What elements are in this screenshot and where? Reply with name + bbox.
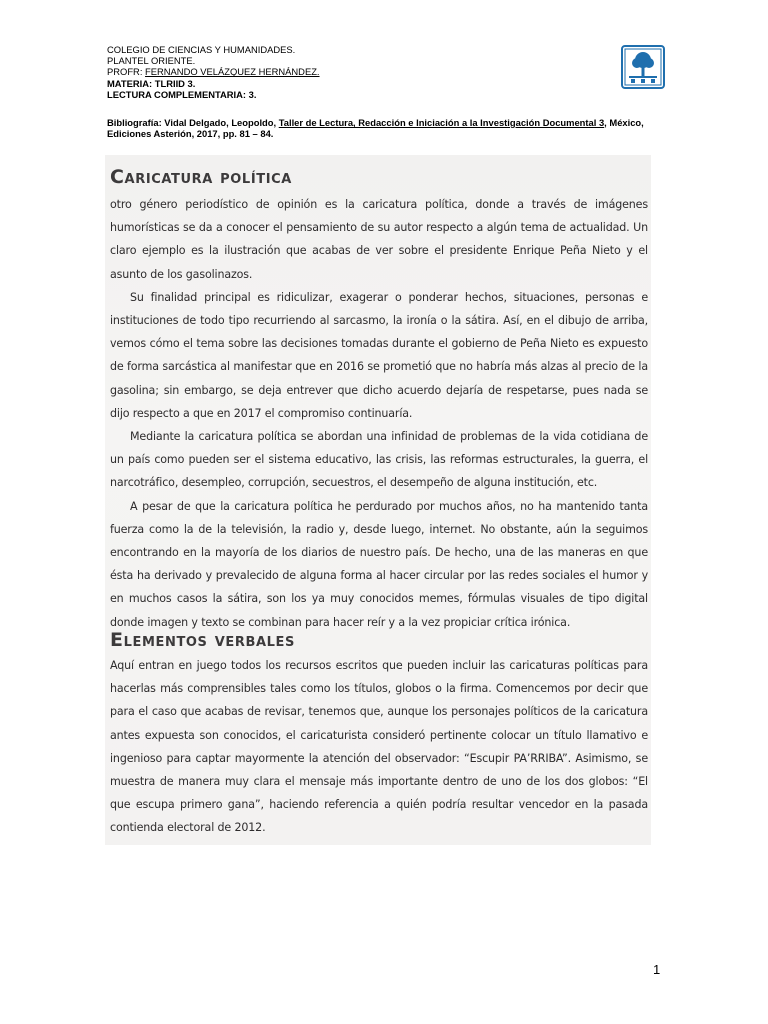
teacher-label: PROFR: [107,66,146,78]
page-number: 1 [653,962,661,977]
teacher-line [107,66,647,77]
paragraph: Aquí entran en juego todos los recursos escritos que pueden incluir las caricaturas políticas para hacerlas más comprensibles tales como los títulos, globos o la firma. Comencemos por decir que para el caso que acabas de revisar, tenemos que, aunque los personajes políticos de la caricatura antes expuesta son conocidos, el caricaturista consideró pertinente colocar un título llamativo e ingenioso para captar mayormente la atención del observador: “Escupir PA’RRIBA”. Asimismo, se muestra de manera muy clara el mensaje más importante dentro de uno de los dos globos: “El que escupa primero gana”, haciendo referencia a quién podría resultar vencedor en la pasada contienda electoral de 2012. [110,659,648,835]
teacher-name: FERNANDO VELÁZQUEZ HERNÁNDEZ. [145,66,320,78]
section-heading-caricatura: Caricatura política [110,166,292,188]
subject-line: MATERIA: TLRIID 3. [107,77,196,89]
bibliography-prefix: Bibliografía: Vidal Delgado, Leopoldo, [107,117,279,128]
tree-emblem-icon [621,45,665,89]
paragraph: Mediante la caricatura política se abordan una infinidad de problemas de la vida cotidiana de un país como pueden ser el sistema educativo, las crisis, las reformas estructurales, la guerra, el narcotráfico, desempleo, corrupción, secuestros, el desempeño de alguna institución, etc. [110,430,648,490]
section-heading-elementos: Elementos verbales [110,629,295,651]
bibliography [107,117,652,139]
paragraph: A pesar de que la caricatura política he perdurado por muchos años, no ha mantenido tanta fuerza como la de la televisión, la radio y, desde luego, internet. No obstante, aún la seguimos encontrando en la mayoría de los diarios de nuestro país. De hecho, una de las maneras en que ésta ha derivado y prevalecido de alguna forma al hacer circular por las redes sociales el humor y en muchos casos la sátira, son los ya muy conocidos memes, fórmulas visuales de tipo digital donde imagen y texto se combinan para hacer reír y a la vez propiciar crítica irónica. [110,499,648,629]
section-body-caricatura [110,193,648,634]
campus-name: PLANTEL ORIENTE. [107,55,196,67]
bibliography-suffix: , México, Ediciones Asterión, 2017, pp. 81 – 84. [107,117,644,140]
reading-line: LECTURA COMPLEMENTARIA: 3. [107,88,257,100]
paragraph: otro género periodístico de opinión es la caricatura política, donde a través de imágenes humorísticas se da a conocer el pensamiento de su autor respecto a algún tema de actualidad. Un claro ejemplo es la ilustración que acabas de ver sobre el presidente Enrique Peña Nieto y el asunto de los gasolinazos. [110,198,648,281]
section-body-elementos [110,654,648,840]
paragraph: Su finalidad principal es ridiculizar, exagerar o ponderar hechos, situaciones, personas e instituciones de todo tipo recurriendo al sarcasmo, la ironía o la sátira. Así, en el dibujo de arriba, vemos cómo el tema sobre las decisiones tomadas durante el gobierno de Peña Nieto es expuesto de forma sarcástica al manifestar que en 2016 se prometió que no habría más alzas al precio de la gasolina; sin embargo, se deja entrever que dicho acuerdo dejaría de respetarse, pues nada se dijo respecto a que en 2017 el compromiso continuaría. [110,290,648,420]
bibliography-title: Taller de Lectura, Redacción e Iniciación a la Investigación Documental 3 [278,117,605,128]
document-header [107,44,647,100]
school-name: COLEGIO DE CIENCIAS Y HUMANIDADES. [107,44,296,55]
